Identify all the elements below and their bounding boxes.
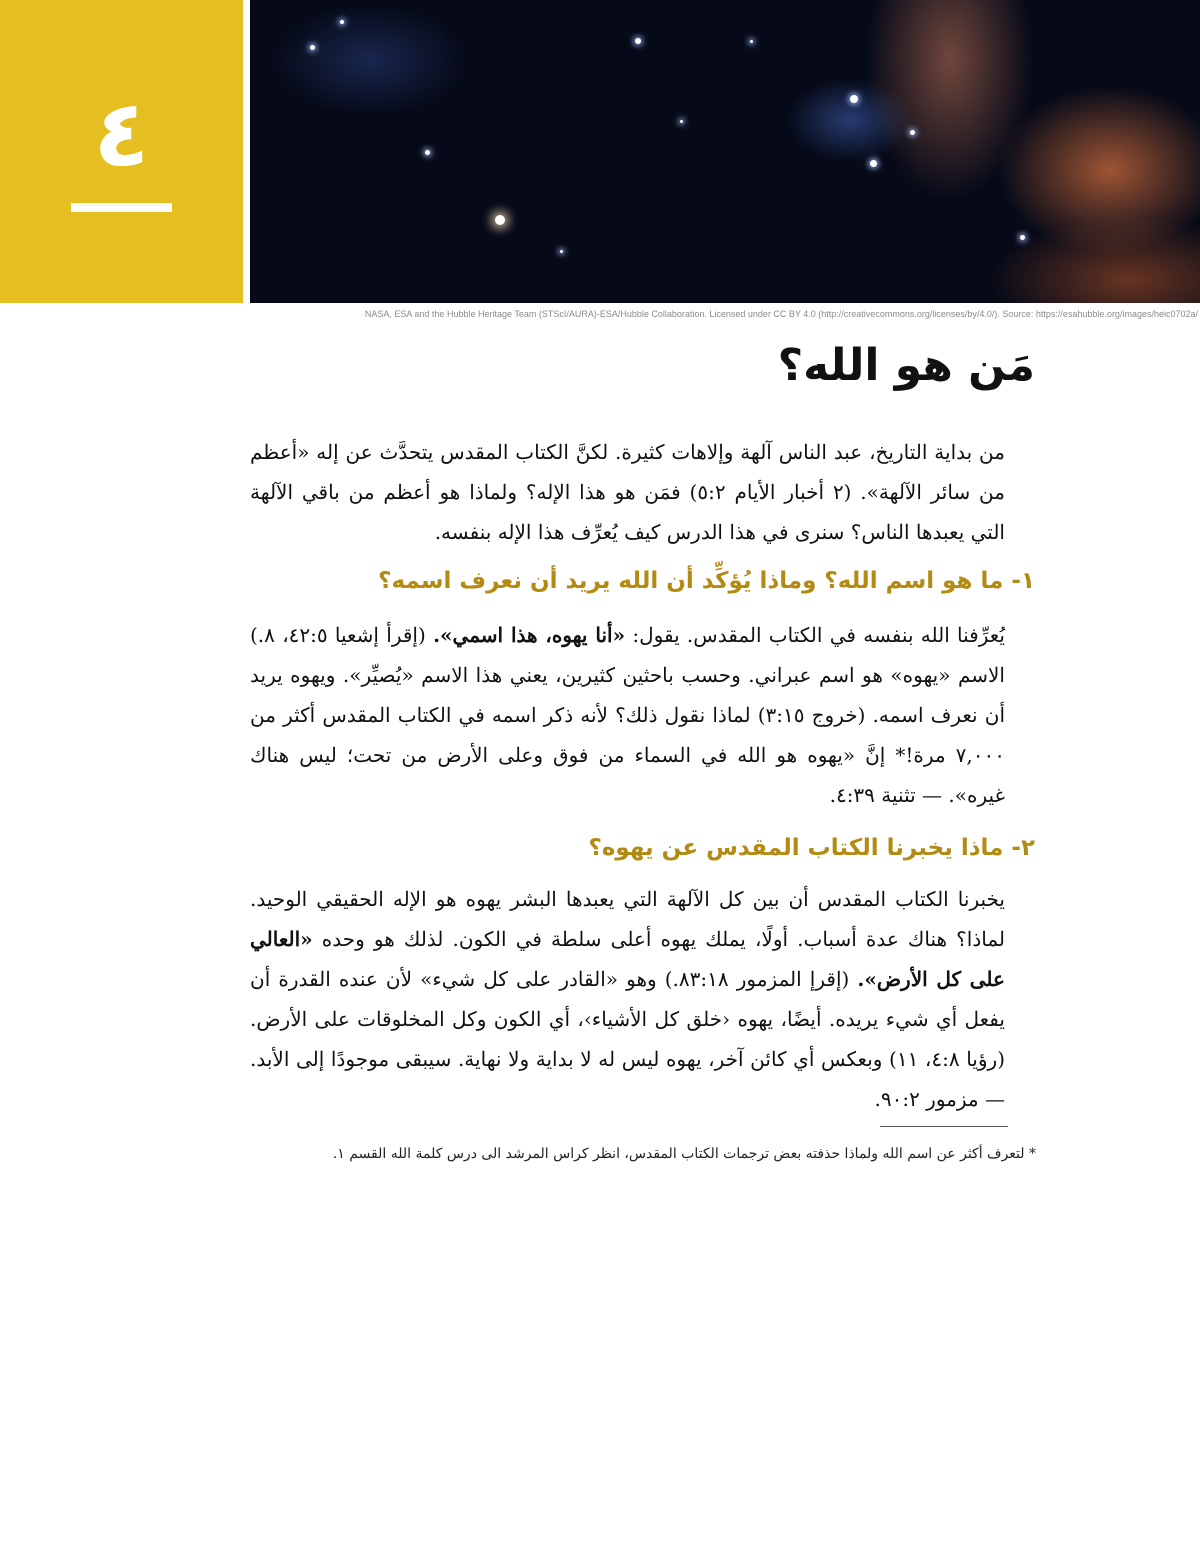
star-icon [910, 130, 915, 135]
lesson-number-badge [0, 0, 243, 303]
hero-galaxy-image [250, 0, 1200, 303]
intro-paragraph: من بداية التاريخ، عبد الناس آلهة وإلاهات كثيرة. لكنَّ الكتاب المقدس يتحدَّث عن إله «أعظم من سائر الآلهة». (٢ أخبار الأيام ٥:٢) فمَن هو هذا الإله؟ ولماذا هو أعظم من باقي الآلهة التي يعبدها الناس؟ سنرى في هذا الدرس كيف يُعرِّف هذا الإله بنفسه. [250, 440, 1005, 544]
star-icon [750, 40, 753, 43]
section-1-text-cont: (إقرأ إشعيا ٤٢:٥، ٨.) الاسم «يهوه» هو اسم عبراني. وحسب باحثين كثيرين، يعني هذا الاسم «يُصيِّر». ويهوه يريد أن نعرف اسمه. (خروج ٣:١٥) لماذا نقول ذلك؟ لأنه ذكر اسمه في الكتاب المقدس أكثر من ٧,٠٠٠ مرة!* إنَّ «يهوه هو الله في السماء من فوق وعلى الأرض من تحت؛ ليس هناك غيره». — تثنية ٤:٣٩. [250, 623, 1006, 807]
star-icon [680, 120, 683, 123]
star-icon [1020, 235, 1025, 240]
section-2-text-cont: (إقرإ المزمور ٨٣:١٨.) وهو «القادر على كل شيء» لأن عنده القدرة أن يفعل أي شيء يريده. أيضًا، يهوه ‹خلق كل الأشياء›، أي الكون وكل المخلوقات على الأرض. (رؤيا ٤:٨، ١١) وبعكس أي كائن آخر، يهوه ليس له لا بداية ولا نهاية. سيبقى موجودًا إلى الأبد. — مزمور ٩٠:٢. [250, 967, 1005, 1111]
star-icon [495, 215, 505, 225]
section-2-paragraph [250, 879, 1005, 1119]
star-icon [310, 45, 315, 50]
lesson-number: ٤ [93, 80, 150, 187]
star-icon [635, 38, 641, 44]
star-icon [560, 250, 563, 253]
image-credit: NASA, ESA and the Hubble Heritage Team (STScI/AURA)-ESA/Hubble Collaboration. Licensed under CC BY 4.0 (http://creativecommons.org/licenses/by/4.0/). Source: https://esahubble.org/images/heic0702a/ [364, 309, 1198, 319]
section-1-heading: ١- ما هو اسم الله؟ وماذا يُؤكِّد أن الله يريد أن نعرف اسمه؟ [378, 568, 1035, 594]
footnote: * لتعرف أكثر عن اسم الله ولماذا حذفته بعض ترجمات الكتاب المقدس، انظر كراس المرشد الى درس كلمة الله القسم ١. [332, 1146, 1036, 1162]
section-2-heading: ٢- ماذا يخبرنا الكتاب المقدس عن يهوه؟ [588, 835, 1035, 861]
footnote-divider [880, 1126, 1008, 1127]
star-icon [870, 160, 877, 167]
star-icon [425, 150, 430, 155]
lesson-number-underline [71, 203, 172, 212]
star-icon [850, 95, 858, 103]
page-title: مَن هو الله؟ [777, 340, 1035, 391]
section-1-text: يُعرِّفنا الله بنفسه في الكتاب المقدس. يقول: [625, 623, 1005, 647]
section-1-bold-quote: «أنا يهوه، هذا اسمي». [433, 623, 626, 647]
section-2-bold-quote: «العالي على كل الأرض». [250, 927, 1005, 991]
section-2-text: يخبرنا الكتاب المقدس أن بين كل الآلهة التي يعبدها البشر يهوه هو الإله الحقيقي الوحيد. لماذا؟ هناك عدة أسباب. أولًا، يملك يهوه أعلى سلطة في الكون. لذلك هو وحده [250, 887, 1005, 951]
section-1-paragraph [250, 615, 1005, 815]
star-icon [340, 20, 344, 24]
